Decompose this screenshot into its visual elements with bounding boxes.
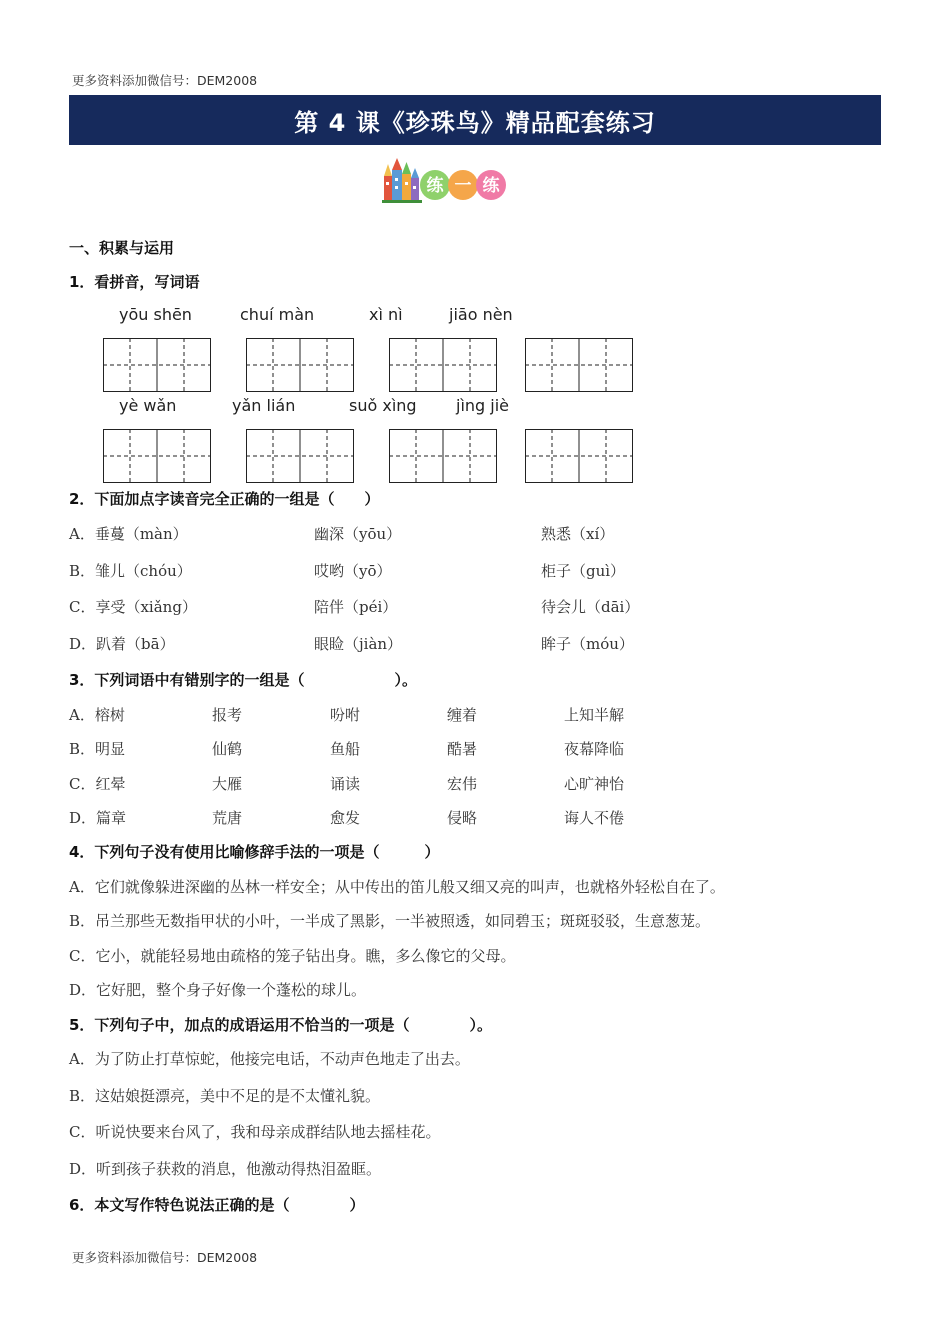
pinyin-label: jiāo nèn <box>449 305 513 324</box>
option-item: C．红晕 <box>69 775 126 793</box>
option-item: 宏伟 <box>447 775 478 793</box>
option-item: D．趴着（bā） <box>69 635 175 653</box>
option-item: 吩咐 <box>330 706 361 724</box>
writing-grid[interactable] <box>246 338 354 392</box>
option-item: A．榕树 <box>69 706 125 724</box>
option-item: 大雁 <box>212 775 243 793</box>
page-title: 第 4 课《珍珠鸟》精品配套练习 <box>69 95 881 145</box>
question-4-label: 4．下列句子没有使用比喻修辞手法的一项是（ ） <box>69 843 440 861</box>
option-item: 仙鹤 <box>212 740 243 758</box>
writing-grid[interactable] <box>389 429 497 483</box>
question-3-label: 3．下列词语中有错别字的一组是（ ）。 <box>69 671 417 689</box>
option-item: 幽深（yōu） <box>314 525 402 543</box>
option-item: C．听说快要来台风了，我和母亲成群结队地去摇桂花。 <box>69 1123 441 1141</box>
section-heading: 一、积累与运用 <box>69 239 175 257</box>
option-item: D．它好肥，整个身子好像一个蓬松的球儿。 <box>69 981 367 999</box>
pinyin-label: jìng jiè <box>456 396 510 415</box>
option-item: 夜幕降临 <box>564 740 625 758</box>
writing-grid[interactable] <box>525 338 633 392</box>
practice-badge-icon <box>380 156 515 204</box>
pinyin-label: xì nì <box>369 305 403 324</box>
option-item: 眸子（móu） <box>541 635 634 653</box>
header-note: 更多资料添加微信号：DEM2008 <box>72 73 258 88</box>
option-item: 上知半解 <box>564 706 625 724</box>
option-item: C．它小，就能轻易地由疏格的笼子钻出身。瞧，多么像它的父母。 <box>69 947 516 965</box>
footer-note: 更多资料添加微信号：DEM2008 <box>72 1250 258 1265</box>
option-item: B．雏儿（chóu） <box>69 562 192 580</box>
question-6-label: 6．本文写作特色说法正确的是（ ） <box>69 1196 365 1214</box>
option-item: D．篇章 <box>69 809 127 827</box>
option-item: D．听到孩子获救的消息，他激动得热泪盈眶。 <box>69 1160 382 1178</box>
option-item: 荒唐 <box>212 809 243 827</box>
question-2-label: 2．下面加点字读音完全正确的一组是（ ） <box>69 490 380 508</box>
question-1-label: 1．看拼音，写词语 <box>69 273 200 291</box>
option-item: A．垂蔓（màn） <box>69 525 188 543</box>
pinyin-label: chuí màn <box>240 305 315 324</box>
pinyin-label: yè wǎn <box>119 396 177 415</box>
pinyin-label: yōu shēn <box>119 305 192 324</box>
writing-grid[interactable] <box>389 338 497 392</box>
option-item: 眼睑（jiàn） <box>314 635 403 653</box>
writing-grid[interactable] <box>246 429 354 483</box>
badge-char: 一 <box>454 176 472 196</box>
option-item: A．为了防止打草惊蛇，他接完电话，不动声色地走了出去。 <box>69 1050 470 1068</box>
option-item: 报考 <box>212 706 243 724</box>
option-item: 柜子（guì） <box>541 562 626 580</box>
pinyin-label: yǎn lián <box>232 396 296 415</box>
writing-grid[interactable] <box>525 429 633 483</box>
option-item: 侵略 <box>447 809 478 827</box>
writing-grid[interactable] <box>103 338 211 392</box>
option-item: 酷暑 <box>447 740 478 758</box>
option-item: B．这姑娘挺漂亮，美中不足的是不太懂礼貌。 <box>69 1087 381 1105</box>
option-item: 熟悉（xí） <box>541 525 615 543</box>
option-item: 愈发 <box>330 809 361 827</box>
writing-grid[interactable] <box>103 429 211 483</box>
option-item: 诵读 <box>330 775 361 793</box>
option-item: C．享受（xiǎng） <box>69 598 197 616</box>
option-item: 陪伴（péi） <box>314 598 398 616</box>
pinyin-label: suǒ xìng <box>349 396 417 415</box>
badge-char: 练 <box>426 176 444 196</box>
option-item: 待会儿（dāi） <box>541 598 640 616</box>
question-5-label: 5．下列句子中，加点的成语运用不恰当的一项是（ ）。 <box>69 1016 492 1034</box>
badge-char: 练 <box>482 176 500 196</box>
option-item: 诲人不倦 <box>564 809 625 827</box>
option-item: 哎哟（yō） <box>314 562 392 580</box>
option-item: B．明显 <box>69 740 126 758</box>
option-item: 心旷神怡 <box>564 775 625 793</box>
option-item: 鱼船 <box>330 740 361 758</box>
option-item: B．吊兰那些无数指甲状的小叶，一半成了黑影，一半被照透，如同碧玉；斑斑驳驳，生意葱茏。 <box>69 912 711 930</box>
option-item: 缠着 <box>447 706 478 724</box>
option-item: A．它们就像躲进深幽的丛林一样安全；从中传出的笛儿般又细又亮的叫声，也就格外轻松自在了。 <box>69 878 725 896</box>
